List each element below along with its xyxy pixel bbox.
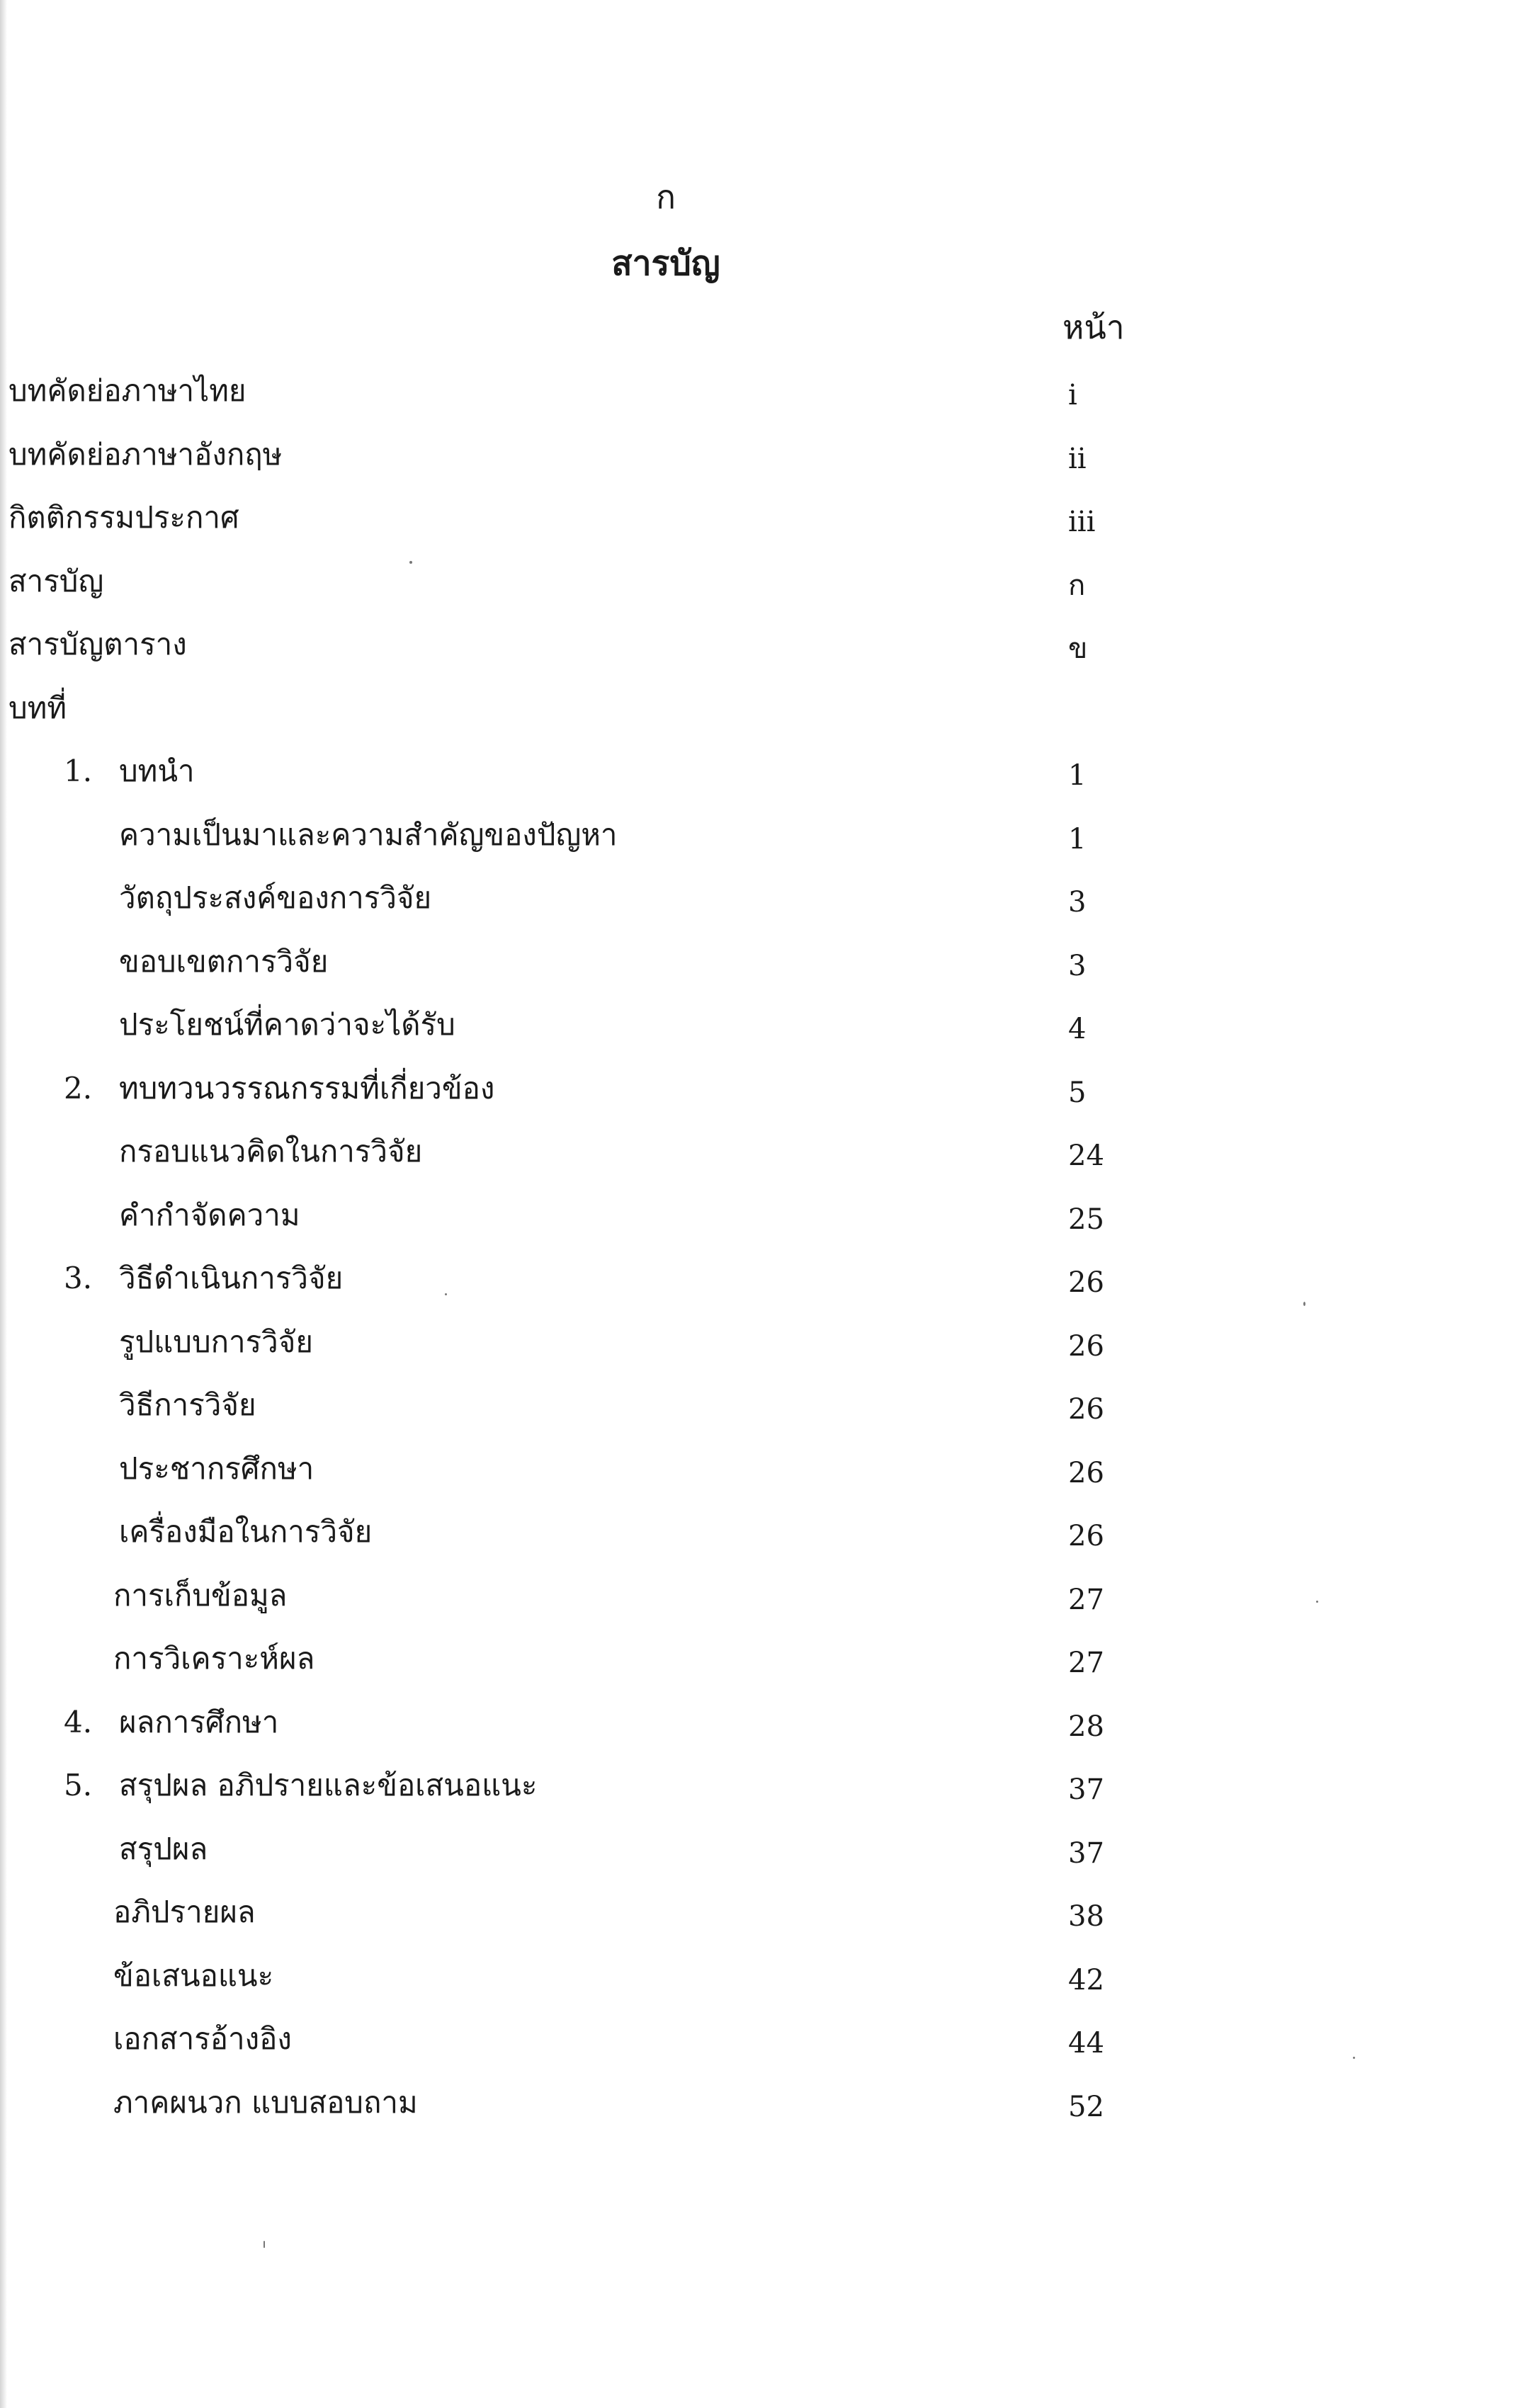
toc-page-number: 37 — [1068, 1836, 1104, 1870]
toc-entry — [0, 1509, 1204, 1573]
chapter-title: สรุปผล อภิปรายและข้อเสนอแนะ — [119, 1768, 538, 1802]
toc-page-number: 42 — [1068, 1963, 1104, 1997]
toc-entry-title: ภาคผนวก แบบสอบถาม — [113, 2084, 418, 2120]
toc-page-number: 27 — [1068, 1583, 1104, 1616]
chapter-number: 4. — [64, 1704, 93, 1739]
toc-entry — [0, 1953, 1204, 2017]
toc-entry — [0, 1700, 1204, 1764]
toc-entry — [0, 368, 1204, 432]
toc-entry — [0, 495, 1204, 559]
toc-entry-title: บทที่ — [8, 690, 67, 725]
toc-entry-title: ประโยชน์ที่คาดว่าจะได้รับ — [119, 1007, 455, 1042]
scan-speck — [264, 2241, 265, 2248]
toc-entry — [0, 1129, 1204, 1193]
toc-page-number: 3 — [1068, 949, 1087, 982]
toc-page-number: ก — [1068, 569, 1086, 602]
toc-entry-title: ความเป็นมาและความสำคัญของปัญหา — [119, 817, 618, 852]
toc-entry-title: สรุปผล — [119, 1831, 208, 1866]
toc-entry-title: บทคัดย่อภาษาไทย — [8, 373, 246, 408]
toc-page-number: 25 — [1068, 1203, 1104, 1236]
toc-page-number: 1 — [1068, 822, 1087, 856]
toc-entry — [0, 1827, 1204, 1890]
toc-entry — [0, 432, 1204, 496]
chapter-title: บทนำ — [119, 754, 195, 788]
toc-entry — [0, 1573, 1204, 1637]
toc-page-number: ii — [1068, 442, 1087, 475]
toc-page-number: i — [1068, 379, 1077, 411]
toc-page-number: 44 — [1068, 2027, 1104, 2060]
toc-page-number: 26 — [1068, 1329, 1104, 1363]
toc-entry — [0, 622, 1204, 686]
toc-entry — [0, 1446, 1204, 1510]
toc-page-number: 4 — [1068, 1013, 1087, 1045]
chapter-number: 1. — [64, 754, 93, 788]
toc-page-number: 26 — [1068, 1266, 1104, 1299]
toc-entry-title: บทคัดย่อภาษาอังกฤษ — [8, 436, 283, 472]
toc-page-number: 24 — [1068, 1140, 1104, 1172]
toc-entry-title: สารบัญตาราง — [8, 627, 187, 661]
toc-entry — [0, 1636, 1204, 1700]
toc-entry-title: อภิปรายผล — [113, 1895, 256, 1929]
chapter-title: ทบทวนวรรณกรรมที่เกี่ยวข้อง — [119, 1070, 495, 1106]
toc-entry — [0, 812, 1204, 876]
toc-entry — [0, 749, 1204, 812]
table-of-contents — [0, 368, 1204, 2143]
toc-entry — [0, 939, 1204, 1003]
toc-entry — [0, 2016, 1204, 2080]
toc-entry-title: การวิเคราะห์ผล — [113, 1641, 315, 1676]
toc-entry-title: ประชากรศึกษา — [119, 1450, 314, 1486]
toc-entry-title: การเก็บข้อมูล — [113, 1577, 288, 1613]
toc-entry — [0, 1193, 1204, 1256]
scan-speck — [409, 561, 412, 564]
toc-page-number: 26 — [1068, 1456, 1104, 1489]
toc-page-number: 37 — [1068, 1773, 1104, 1806]
toc-page-number: iii — [1068, 506, 1096, 538]
toc-page-number: 28 — [1068, 1710, 1104, 1743]
toc-page-number: 5 — [1068, 1076, 1087, 1109]
toc-entry — [0, 1763, 1204, 1827]
chapter-number: 2. — [64, 1070, 93, 1106]
toc-entry — [0, 1319, 1204, 1383]
toc-entry — [0, 1382, 1204, 1446]
toc-page-number: 3 — [1068, 886, 1087, 919]
chapter-number: 3. — [64, 1261, 93, 1295]
scan-speck — [1316, 1601, 1318, 1603]
toc-entry-title: ขอบเขตการวิจัย — [119, 943, 329, 979]
toc-entry-title: เครื่องมือในการวิจัย — [119, 1514, 373, 1549]
toc-entry — [0, 1256, 1204, 1319]
chapter-number: 5. — [64, 1768, 93, 1802]
scan-speck — [445, 1293, 447, 1295]
toc-entry-title: วัตถุประสงค์ของการวิจัย — [119, 880, 432, 915]
toc-page-number: 1 — [1068, 759, 1087, 792]
toc-entry — [0, 686, 1204, 749]
toc-entry-title: สารบัญ — [8, 563, 104, 598]
page-column-header: หน้า — [1062, 308, 1125, 346]
toc-entry-title: วิธีการวิจัย — [119, 1387, 256, 1422]
toc-entry — [0, 1066, 1204, 1130]
page-number-letter: ก — [656, 178, 676, 216]
toc-page-number: ข — [1068, 632, 1088, 665]
page-title: สารบัญ — [611, 244, 720, 283]
chapter-title: วิธีดำเนินการวิจัย — [119, 1261, 344, 1295]
toc-entry — [0, 1890, 1204, 1953]
toc-page-number: 26 — [1068, 1520, 1104, 1552]
toc-page-number: 26 — [1068, 1393, 1104, 1426]
toc-page-number: 27 — [1068, 1647, 1104, 1679]
toc-entry-title: รูปแบบการวิจัย — [119, 1324, 313, 1359]
toc-entry — [0, 2080, 1204, 2144]
chapter-title: ผลการศึกษา — [119, 1704, 279, 1739]
toc-entry — [0, 1002, 1204, 1066]
toc-entry-title: กรอบแนวคิดในการวิจัย — [119, 1134, 423, 1169]
scan-speck — [1353, 2057, 1355, 2059]
toc-page-number: 38 — [1068, 1900, 1104, 1933]
toc-entry-title: กิตติกรรมประกาศ — [8, 500, 239, 535]
toc-entry — [0, 559, 1204, 623]
toc-page-number: 52 — [1068, 2090, 1104, 2123]
toc-entry-title: ข้อเสนอแนะ — [113, 1958, 274, 1993]
toc-entry-title: คำกำจัดความ — [119, 1197, 300, 1232]
toc-entry — [0, 875, 1204, 939]
scan-speck — [1303, 1302, 1305, 1306]
toc-entry-title: เอกสารอ้างอิง — [113, 2021, 292, 2056]
